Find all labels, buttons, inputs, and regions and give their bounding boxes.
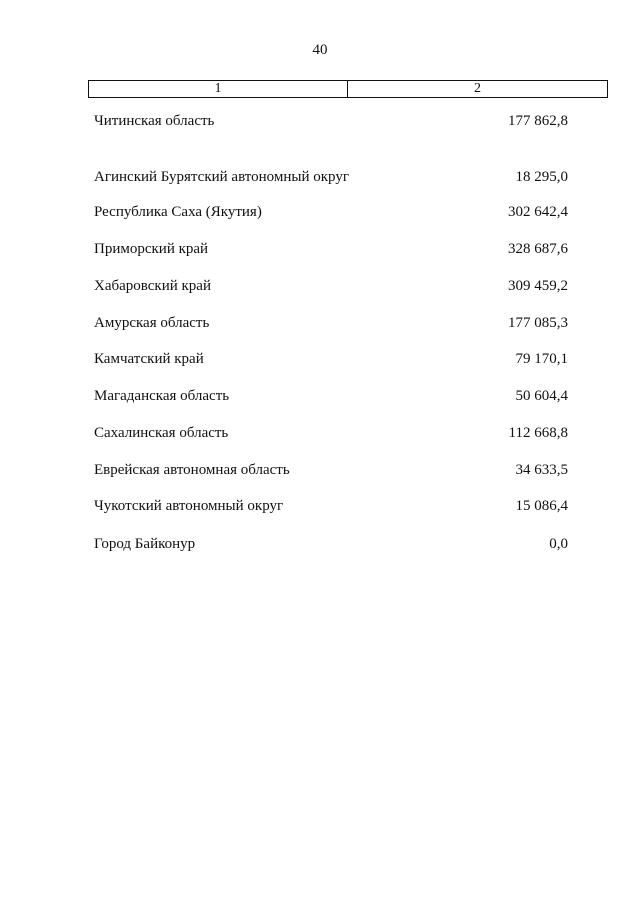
region-name: Хабаровский край <box>94 278 211 294</box>
region-name: Читинская область <box>94 113 215 129</box>
header-col-2: 2 <box>474 81 481 96</box>
table-row <box>94 239 568 259</box>
table-row <box>94 349 568 369</box>
region-value: 0,0 <box>549 536 568 552</box>
region-name: Чукотский автономный округ <box>94 498 284 514</box>
header-col-1: 1 <box>89 81 348 97</box>
region-name: Приморский край <box>94 241 209 257</box>
region-name: Магаданская область <box>94 388 230 404</box>
region-value: 50 604,4 <box>515 388 568 404</box>
region-value: 15 086,4 <box>515 498 568 514</box>
table-row <box>94 276 568 296</box>
region-name: Агинский Бурятский автономный округ <box>94 169 349 185</box>
table-row <box>94 386 568 406</box>
region-value: 302 642,4 <box>508 204 568 220</box>
table-row <box>94 313 568 333</box>
region-name: Город Байконур <box>94 536 196 552</box>
region-value: 328 687,6 <box>508 241 568 257</box>
table-row <box>94 111 568 131</box>
table-row <box>94 202 568 222</box>
region-value: 177 085,3 <box>508 315 568 331</box>
region-name: Камчатский край <box>94 351 204 367</box>
region-value: 112 668,8 <box>508 425 568 441</box>
table-row <box>94 534 568 554</box>
table-header <box>88 80 608 98</box>
table-row <box>94 147 568 187</box>
region-value: 309 459,2 <box>508 278 568 294</box>
region-value: 79 170,1 <box>515 351 568 367</box>
region-name: Амурская область <box>94 315 210 331</box>
region-name: Республика Саха (Якутия) <box>94 204 262 220</box>
region-value: 34 633,5 <box>515 462 568 478</box>
region-value: 177 862,8 <box>508 113 568 129</box>
region-name: Сахалинская область <box>94 425 229 441</box>
table-row <box>94 496 568 516</box>
region-value: 18 295,0 <box>515 169 568 185</box>
region-name: Еврейская автономная область <box>94 462 290 478</box>
table-row <box>94 423 568 443</box>
table-row <box>94 460 568 480</box>
page-number: 40 <box>312 42 328 58</box>
